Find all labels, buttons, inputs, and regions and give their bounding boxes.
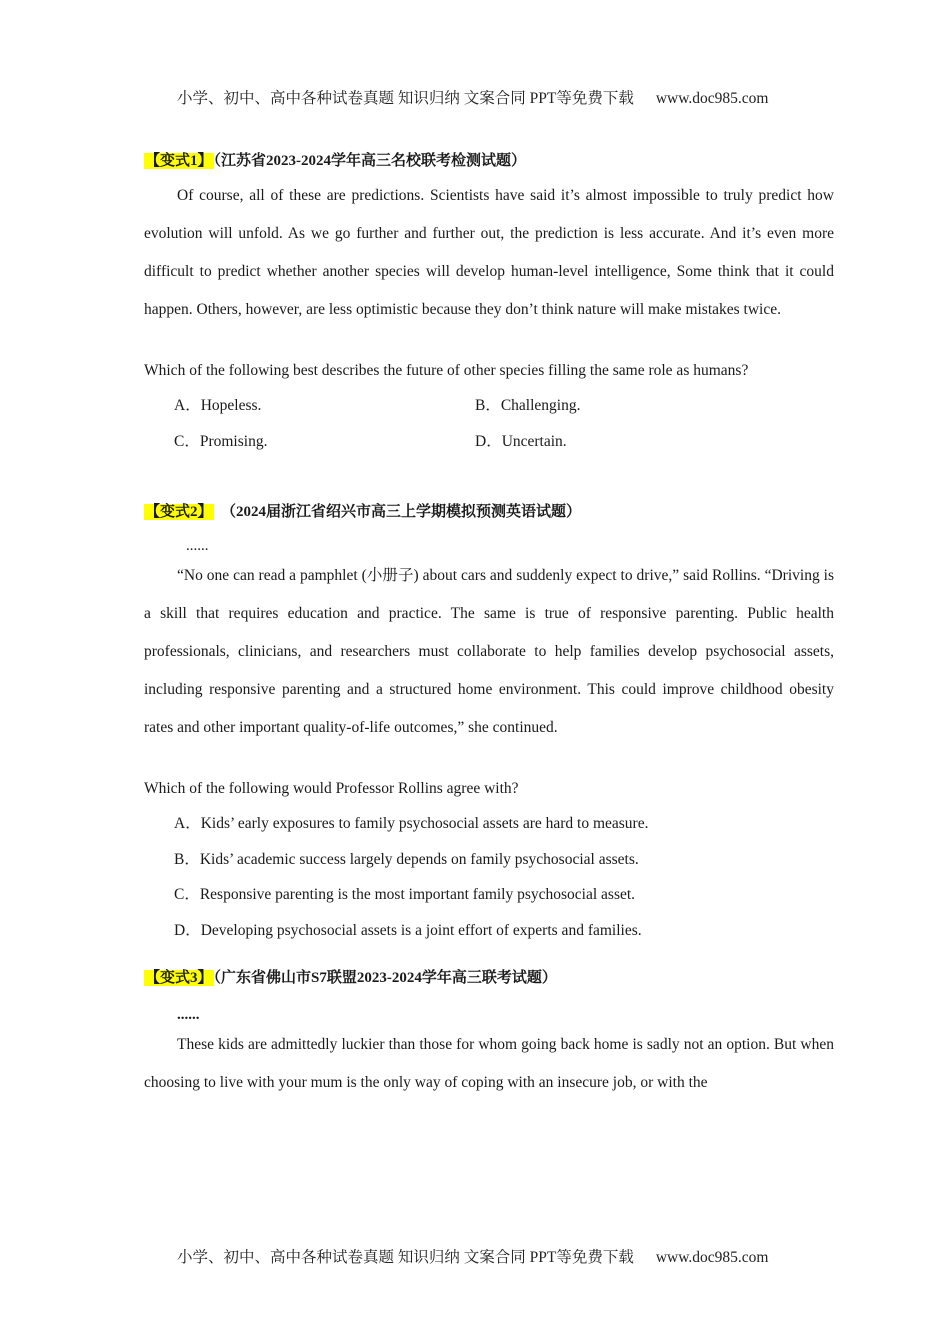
footer-text: 小学、初中、高中各种试卷真题 知识归纳 文案合同 PPT等免费下载 [177, 1249, 634, 1266]
section-1-title [144, 150, 834, 172]
header-text: 小学、初中、高中各种试卷真题 知识归纳 文案合同 PPT等免费下载 [177, 90, 634, 107]
section-1-question: Which of the following best describes the future of other species filling the same role as humans? [144, 362, 749, 379]
section-3-title [144, 967, 834, 989]
section-2-title [144, 501, 834, 523]
section-2 [144, 501, 834, 942]
page-header [177, 86, 817, 108]
footer-url[interactable]: www.doc985.com [655, 1249, 769, 1266]
section-2-tag: 【变式2】 [145, 504, 213, 520]
option-b: B．Kids’ academic success largely depends on family psychosocial assets. [174, 850, 639, 868]
section-3-tag: 【变式3】 [145, 969, 213, 986]
section-2-source: （2024届浙江省绍兴市高三上学期模拟预测英语试题） [221, 504, 582, 520]
section-1-source: （江苏省2023-2024学年高三名校联考检测试题） [213, 153, 527, 169]
section-1-options [174, 395, 834, 453]
header-url[interactable]: www.doc985.com [655, 90, 769, 107]
option-c: C．Promising. [174, 433, 268, 450]
option-a: A．Hopeless. [174, 397, 262, 414]
section-2-options [174, 813, 834, 942]
section-3 [144, 967, 834, 1102]
section-2-passage: “No one can read a pamphlet (小册子) about cars and suddenly expect to drive,” said Rollins. “Driving is a skill that requires education and practice. The same is true of responsive parenting. Public health professionals, clinicians, and researchers must collaborate to help families develop psychosocial assets, including responsive parenting and a structured home environment. This could improve childhood obesity rates and other important quality-of-life outcomes,” she continued. [144, 567, 834, 736]
option-b: B．Challenging. [475, 397, 581, 414]
page-footer [177, 1245, 817, 1267]
section-1-tag: 【变式1】 [145, 153, 213, 169]
section-1-passage: Of course, all of these are predictions. Scientists have said it’s almost impossible to truly predict how evolution will unfold. As we go further and further out, the prediction is less accurate. And it’s even more difficult to predict whether another species will develop human-level intelligence, Some think that it could happen. Others, however, are less optimistic because they don’t think nature will make mistakes twice. [144, 187, 834, 318]
section-1 [144, 150, 834, 453]
option-d: D．Developing psychosocial assets is a joint effort of experts and families. [174, 921, 642, 939]
option-c: C．Responsive parenting is the most important family psychosocial asset. [174, 886, 636, 903]
document-body [144, 150, 834, 1102]
option-d: D．Uncertain. [475, 433, 567, 450]
section-3-source: （广东省佛山市S7联盟2023-2024学年高三联考试题） [213, 969, 557, 986]
section-3-ellipsis: ...... [177, 1006, 200, 1023]
section-2-question: Which of the following would Professor Rollins agree with? [144, 780, 519, 797]
section-2-ellipsis: ...... [186, 538, 209, 554]
section-3-passage: These kids are admittedly luckier than those for whom going back home is sadly not an option. But when choosing to live with your mum is the only way of coping with an insecure job, or with the [144, 1035, 834, 1091]
option-a: A．Kids’ early exposures to family psychosocial assets are hard to measure. [174, 815, 649, 832]
